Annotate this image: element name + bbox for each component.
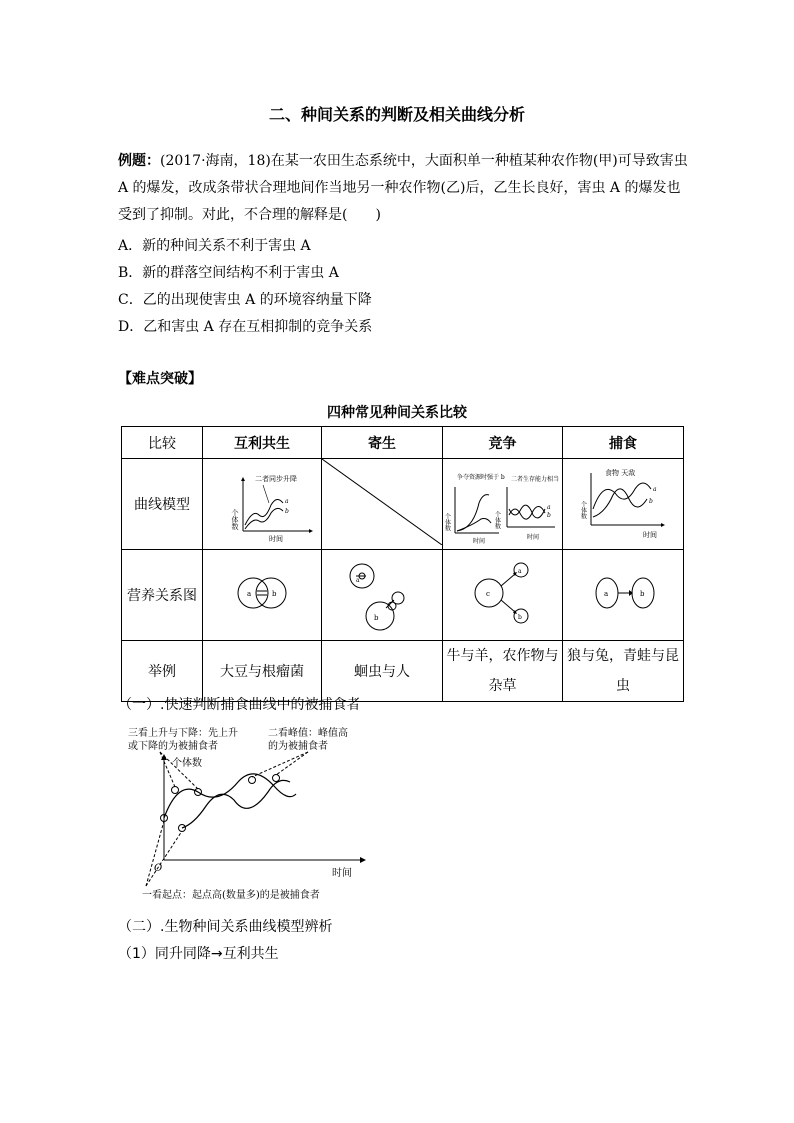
section-header: 【难点突破】 (118, 371, 202, 387)
option-c: C．乙的出现使害虫 A 的环境容纳量下降 (118, 292, 372, 308)
example-question (118, 148, 698, 229)
competition-note-2: 二者生存能力相当 (511, 476, 560, 483)
row-label-example: 举例 (122, 641, 203, 702)
figure-axis-x: 时间 (332, 868, 352, 879)
subsection-1: （一）.快速判断捕食曲线中的被捕食者 (118, 697, 361, 713)
example-stem-line3: 受到了抑制。对此，不合理的解释是( ) (118, 207, 381, 223)
predation-figure (118, 720, 378, 902)
mutualism-curve (203, 459, 321, 545)
node-b: b (272, 590, 277, 598)
mutualism-diagram-cell (203, 550, 322, 641)
row-label-nutrition: 营养关系图 (122, 550, 203, 641)
row-label-curve: 曲线模型 (122, 459, 203, 550)
node-a: a (604, 590, 609, 598)
axis-x-label-1: 时间 (473, 538, 486, 545)
nutrition-row (122, 550, 684, 641)
mutualism-diagram (203, 550, 321, 636)
mutualism-curve-cell (203, 459, 322, 550)
example-mutualism: 大豆与根瘤菌 (203, 641, 322, 702)
header-predation: 捕食 (563, 427, 684, 459)
example-stem-line1: (2017·海南，18)在某一农田生态系统中，大面积单一种植某种农作物(甲)可导致害虫 (160, 153, 688, 169)
competition-note-1: 争夺资源时强于 b (457, 474, 505, 481)
example-predation: 狼与兔，青蛙与昆虫 (563, 641, 684, 702)
axis-y-label: 个体数 (579, 501, 587, 519)
predation-b-label: b (649, 498, 653, 505)
axis-x-label-2: 时间 (527, 534, 540, 541)
node-b: b (640, 590, 645, 598)
header-compare: 比较 (122, 427, 203, 459)
table-header-row (122, 427, 684, 459)
note-bottom: 一看起点：起点高(数量多)的是被捕食者 (142, 890, 320, 901)
axis-y-label-1: 个体数 (443, 513, 451, 531)
predation-curve-cell (563, 459, 684, 550)
relationship-table (121, 426, 684, 702)
curve-b-label: b (285, 508, 289, 515)
node-b: b (518, 614, 522, 621)
diagonal-line (322, 459, 442, 545)
option-d: D．乙和害虫 A 存在互相抑制的竞争关系 (118, 319, 373, 335)
header-competition: 竞争 (443, 427, 563, 459)
competition-diagram (443, 550, 562, 636)
predation-a-label: a (653, 486, 657, 493)
node-a: a (247, 590, 252, 598)
option-b: B．新的群落空间结构不利于害虫 A (118, 265, 339, 281)
node-b: b (374, 614, 379, 622)
figure-axis-y: 个体数 (172, 758, 202, 769)
note-right-1: 二看峰值：峰值高 (268, 728, 348, 739)
node-a: a (356, 577, 360, 584)
parasitism-curve-cell (322, 459, 443, 550)
example-parasitism: 蛔虫与人 (322, 641, 443, 702)
example-row (122, 641, 684, 702)
competition-diagram-cell (443, 550, 563, 641)
predation-note: 食物 天敌 (605, 469, 636, 477)
competition-curve-cell (443, 459, 563, 550)
competition-b-label: b (547, 512, 551, 519)
example-competition: 牛与羊，农作物与杂草 (443, 641, 563, 702)
subsection-3: （1）同升同降→互利共生 (118, 946, 279, 962)
note-left-1: 三看上升与下降：先上升 (128, 728, 238, 739)
note-left-2: 或下降的为被捕食者 (128, 741, 218, 752)
axis-x-label: 时间 (269, 535, 283, 543)
predation-curve (563, 459, 683, 545)
figure-origin: O (154, 863, 163, 874)
predation-diagram (563, 550, 683, 636)
axis-x-label: 时间 (643, 531, 657, 539)
mutualism-note: 二者同步升降 (255, 475, 297, 483)
table-title: 四种常见种间关系比较 (327, 405, 467, 421)
parasitism-diagram (322, 550, 442, 636)
page-title: 二、种间关系的判断及相关曲线分析 (268, 105, 525, 124)
header-mutualism: 互利共生 (203, 427, 322, 459)
parasitism-diagram-cell (322, 550, 443, 641)
example-label: 例题： (118, 153, 160, 169)
axis-y-label-2: 个体数 (493, 511, 501, 529)
example-stem-line2: A 的爆发，改成条带状合理地间作当地另一种农作物(乙)后，乙生长良好，害虫 A 的爆发也 (118, 180, 681, 196)
note-right-2: 的为被捕食者 (268, 741, 328, 752)
subsection-2: （二）.生物种间关系曲线模型辨析 (118, 919, 333, 935)
axis-y-label: 个体数 (231, 509, 239, 530)
competition-curve (443, 459, 562, 545)
curve-row (122, 459, 684, 550)
header-parasitism: 寄生 (322, 427, 443, 459)
curve-a-label: a (285, 498, 289, 505)
competition-a-label: a (547, 504, 551, 511)
option-a: A．新的种间关系不利于害虫 A (118, 238, 311, 254)
predation-diagram-cell (563, 550, 684, 641)
node-a: a (518, 568, 522, 575)
node-c: c (486, 590, 490, 598)
